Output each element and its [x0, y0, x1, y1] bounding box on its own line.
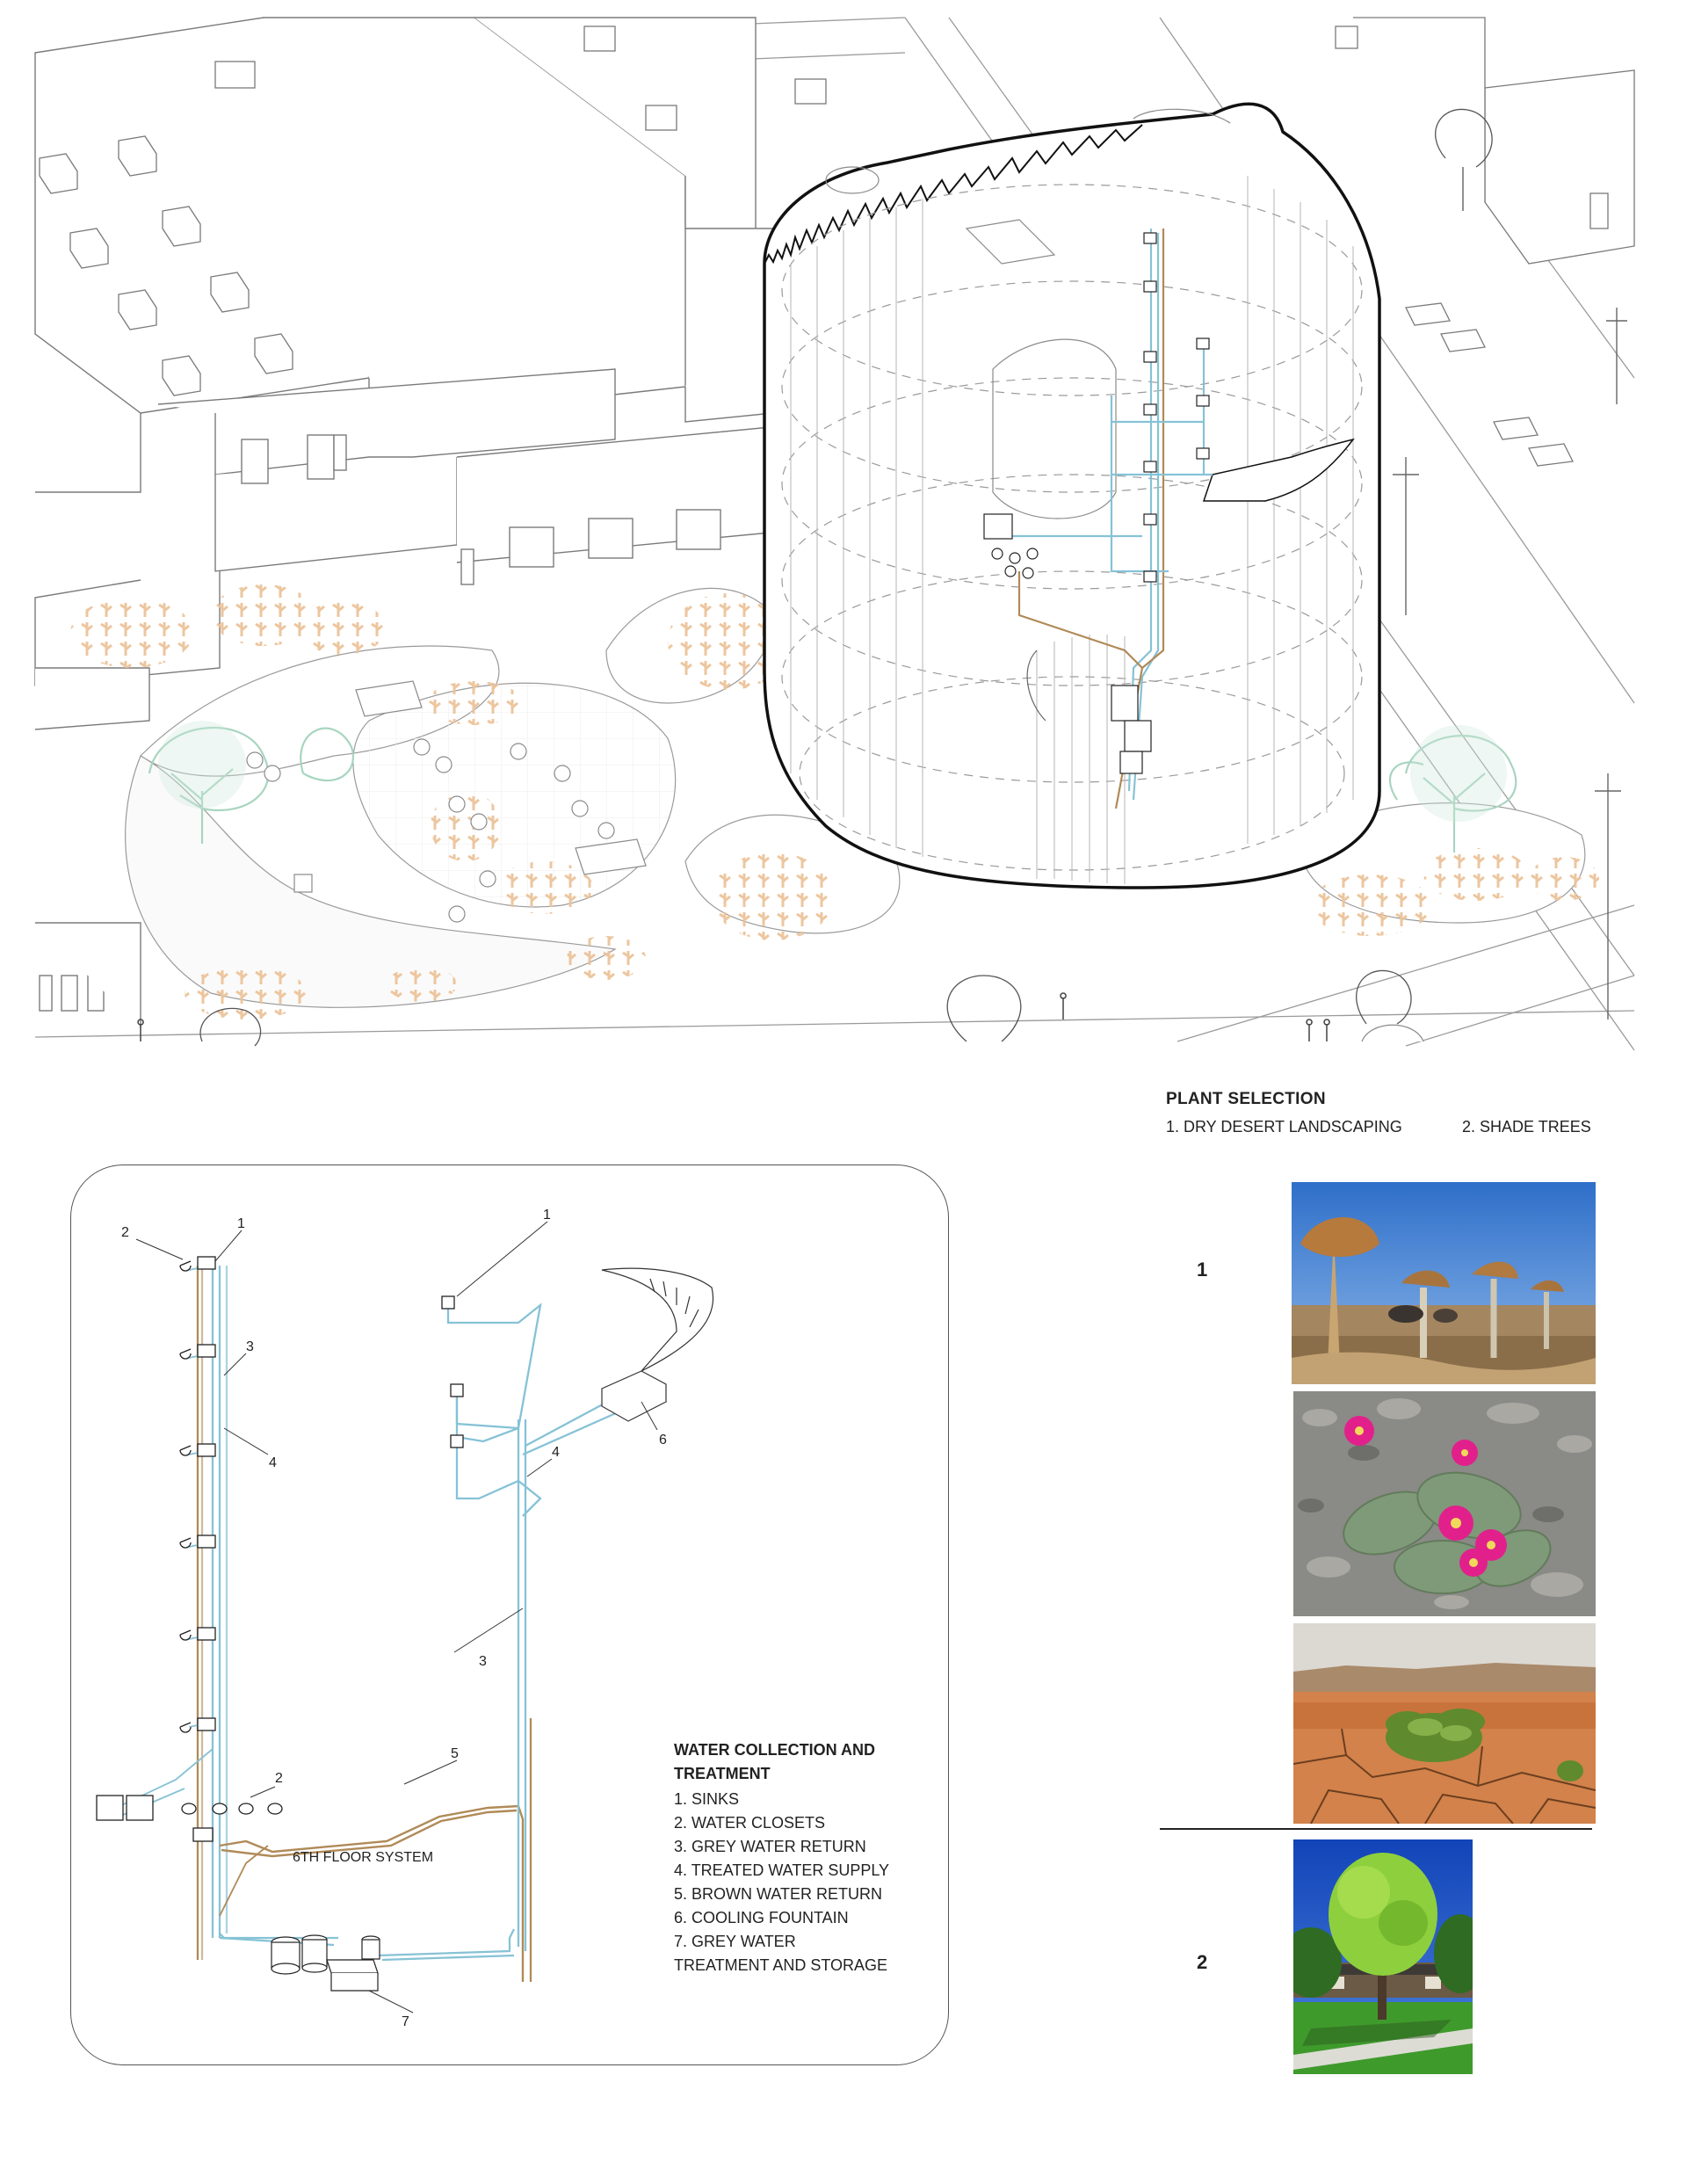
shade-tree-photo: [1293, 1839, 1473, 2074]
legend-item-treatment-storage: TREATMENT AND STORAGE: [674, 1956, 888, 1974]
left-water-closet-fixtures: [97, 1261, 282, 1820]
plant-selection-categories: [1166, 1118, 1658, 1136]
plant-selection-header: [1166, 1090, 1658, 1136]
flowering-cactus-photo: [1293, 1391, 1596, 1616]
cooling-fountain: [602, 1268, 713, 1421]
callout-treatment-storage: 7: [402, 2014, 409, 2029]
callout-grey-water-b: 3: [479, 1654, 487, 1669]
legend-item-water-closets: 2. WATER CLOSETS: [674, 1814, 826, 1832]
callout-cooling-fountain: 6: [659, 1433, 667, 1448]
water-system-legend: [674, 1738, 938, 1977]
legend-item-cooling-fountain: 6. COOLING FOUNTAIN: [674, 1909, 849, 1926]
left-riser-pipes: [198, 1266, 227, 1960]
callout-grey-water-a: 3: [246, 1339, 254, 1354]
callout-water-closets-a: 2: [121, 1225, 129, 1240]
plant-group-1-number: 1: [1197, 1259, 1208, 1281]
callout-sinks-a: 1: [237, 1216, 245, 1231]
legend-item-brown-water-return: 5. BROWN WATER RETURN: [674, 1885, 882, 1903]
plant-category-dry-desert: 1. DRY DESERT LANDSCAPING: [1166, 1118, 1402, 1136]
axonometric-site-drawing: [0, 0, 1687, 1055]
plant-group-2-number: 2: [1197, 1951, 1208, 1973]
legend-title: [674, 1738, 938, 1786]
desert-shrub-photo: [1293, 1623, 1596, 1824]
callout-sinks-b: 1: [543, 1208, 551, 1223]
grey-water-tanks: [272, 1935, 380, 1991]
sixth-floor-system-label: 6TH FLOOR SYSTEM: [293, 1850, 434, 1865]
legend-item-grey-water: 7. GREY WATER: [674, 1933, 796, 1950]
legend-title-line-2: TREATMENT: [674, 1765, 771, 1782]
legend-title-line-1: WATER COLLECTION AND: [674, 1741, 875, 1759]
legend-item-grey-water-return: 3. GREY WATER RETURN: [674, 1838, 866, 1855]
plant-selection-title: PLANT SELECTION: [1166, 1090, 1326, 1108]
callout-treated-supply-b: 4: [552, 1445, 560, 1460]
legend-item-treated-water-supply: 4. TREATED WATER SUPPLY: [674, 1861, 890, 1879]
callout-leaders: [136, 1222, 657, 2013]
plant-section-divider: [1160, 1828, 1592, 1830]
callout-water-closets-b: 2: [275, 1771, 283, 1786]
legend-item-sinks: 1. SINKS: [674, 1790, 740, 1808]
quiver-tree-photo: [1292, 1182, 1596, 1384]
callout-treated-supply-a: 4: [269, 1455, 277, 1470]
plant-category-shade-trees: 2. SHADE TREES: [1462, 1118, 1591, 1136]
main-building: [764, 104, 1379, 888]
callout-brown-water: 5: [451, 1746, 459, 1761]
